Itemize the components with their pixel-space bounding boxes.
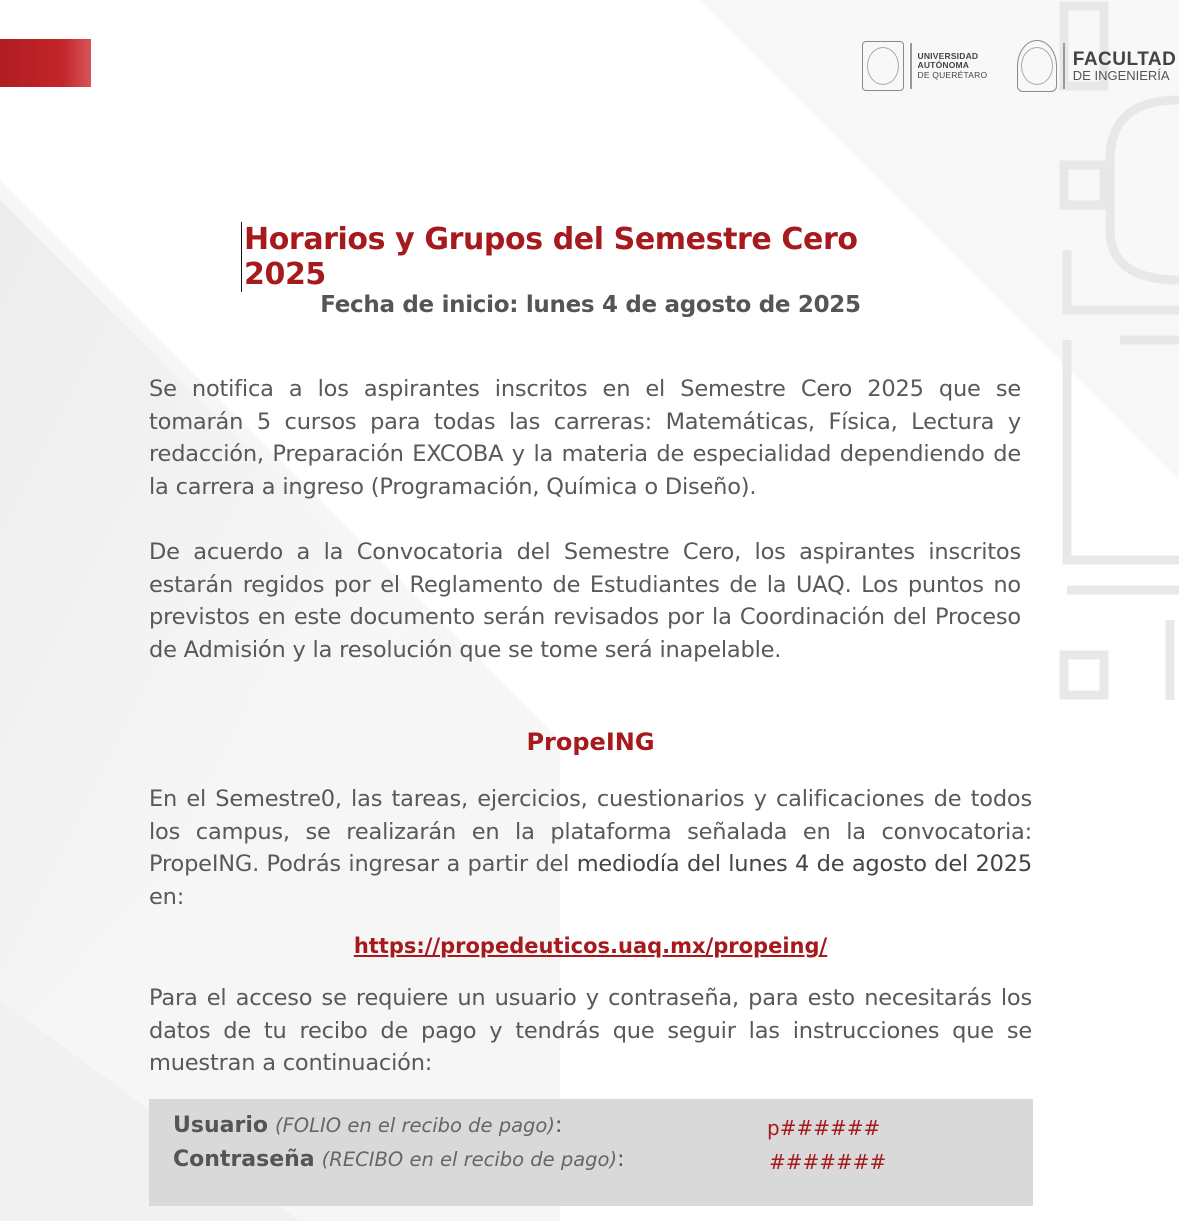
password-value: #######	[769, 1150, 887, 1174]
credential-user-row	[173, 1113, 562, 1138]
uaq-logo-line1: UNIVERSIDAD	[917, 50, 979, 61]
paragraph-platform-start: En el Semestre0, las tareas, ejercicios, cuestionarios y calificaciones de todos los campus, se realizarán en la plataforma señalada en la convocatoria: PropeING. Podrás ingresar a partir del	[149, 786, 1032, 877]
password-colon: :	[617, 1147, 625, 1172]
uaq-logo-line3: DE QUERÉTARO	[917, 69, 988, 80]
paragraph-platform	[149, 783, 1032, 913]
propeing-link[interactable]: https://propedeuticos.uaq.mx/propeing/	[353, 934, 828, 958]
uaq-logo-line2: AUTÓNOMA	[917, 60, 970, 71]
section-title-propeing: PropeING	[526, 728, 655, 756]
start-date-subtitle: Fecha de inicio: lunes 4 de agosto de 2025	[320, 292, 861, 318]
faculty-logo-text	[1073, 50, 1177, 83]
user-value: p######	[767, 1116, 881, 1140]
faculty-seal-icon	[1017, 40, 1057, 92]
paragraph-courses: Se notifica a los aspirantes inscritos en el Semestre Cero 2025 que se tomarán 5 cursos para todas las carreras: Matemáticas, Física, Lectura y redacción, Preparación EXCOBA y la materia de especialidad dependiendo de la carrera a ingreso (Programación, Química o Diseño).	[149, 376, 1021, 500]
credential-password-row	[173, 1147, 625, 1172]
user-label: Usuario	[173, 1113, 268, 1138]
paragraph-regulations: De acuerdo a la Convocatoria del Semestre Cero, los aspirantes inscritos estarán regidos por el Reglamento de Estudiantes de la UAQ. Los puntos no previstos en este documento serán revisados por la Coordinación del Proceso de Admisión y la resolución que se tome será inapelable.	[149, 539, 1021, 663]
logo-divider	[1063, 43, 1065, 89]
user-colon: :	[554, 1113, 563, 1138]
uaq-seal-icon	[862, 41, 904, 91]
user-hint: (FOLIO en el recibo de pago)	[274, 1114, 555, 1137]
password-hint: (RECIBO en el recibo de pago)	[321, 1148, 618, 1171]
faculty-logo-title: FACULTAD	[1072, 48, 1177, 70]
page-title: Horarios y Grupos del Semestre Cero 2025	[241, 222, 944, 292]
logo-divider	[910, 43, 912, 89]
paragraph-platform-end: en:	[149, 883, 185, 910]
red-accent-tab	[0, 39, 91, 87]
paragraph-access: Para el acceso se requiere un usuario y contraseña, para esto necesitarás los datos de tu recibo de pago y tendrás que seguir las instrucciones que se muestran a continuación:	[149, 985, 1032, 1076]
faculty-logo-subtitle: DE INGENIERÍA	[1072, 67, 1170, 83]
credentials-box	[149, 1099, 1033, 1206]
paragraph-platform-date: mediodía del lunes 4 de agosto del 2025	[576, 851, 1032, 877]
header-logos	[862, 38, 1176, 94]
password-label: Contraseña	[173, 1147, 315, 1172]
uaq-logo-text	[918, 52, 988, 81]
